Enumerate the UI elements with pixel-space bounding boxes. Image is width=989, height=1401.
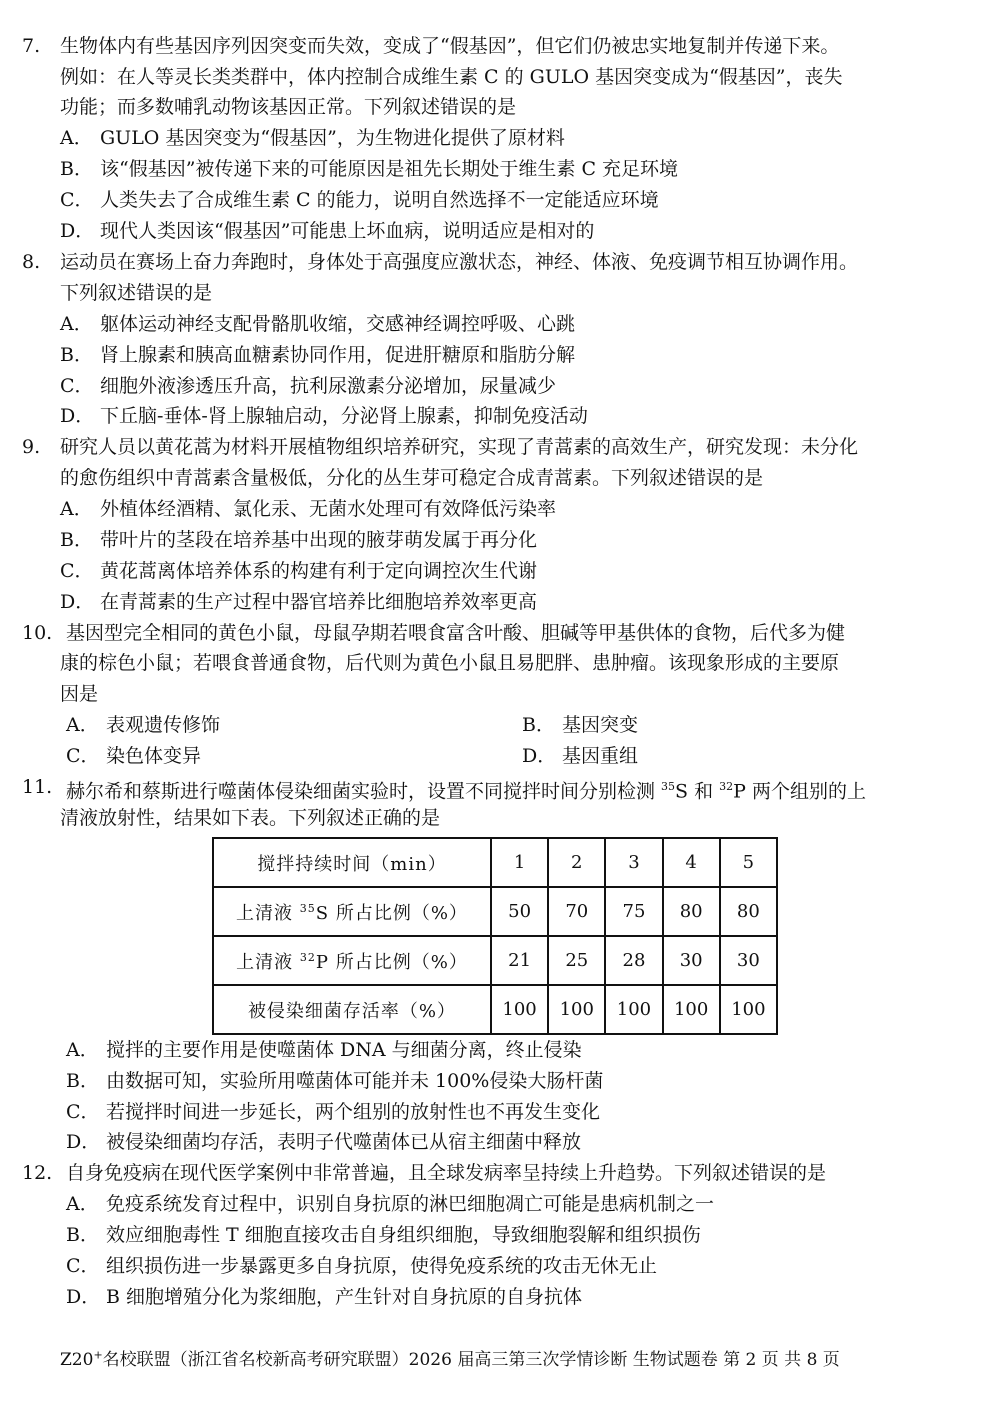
option-c: C． 黄花蒿离体培养体系的构建有利于定向调控次生代谢 <box>60 560 538 582</box>
question-stem-line: 功能；而多数哺乳动物该基因正常。下列叙述错误的是 <box>60 96 517 118</box>
table-cell: 28 <box>605 936 662 985</box>
question-number: 10. <box>22 622 53 644</box>
table-cell: 100 <box>605 985 662 1034</box>
table-cell: 3 <box>605 838 662 887</box>
table-cell: 100 <box>720 985 777 1034</box>
question-stem-line: 的愈伤组织中青蒿素含量极低，分化的丛生芽可稳定合成青蒿素。下列叙述错误的是 <box>60 467 764 489</box>
option-a: A． 外植体经酒精、氯化汞、无菌水处理可有效降低污染率 <box>60 498 557 520</box>
question-stem-line: 因是 <box>60 683 99 705</box>
table-cell: 2 <box>548 838 605 887</box>
table-cell: 5 <box>720 838 777 887</box>
table-header-cell: 搅拌持续时间（min） <box>213 838 491 887</box>
option-b: B． 肾上腺素和胰高血糖素协同作用，促进肝糖原和脂肪分解 <box>60 344 576 366</box>
table-cell: 80 <box>720 887 777 936</box>
option-b: B． 带叶片的茎段在培养基中出现的腋芽萌发属于再分化 <box>60 529 538 551</box>
data-table <box>212 837 778 1035</box>
question-stem-line: 生物体内有些基因序列因突变而失效，变成了“假基因”，但它们仍被忠实地复制并传递下来。 <box>60 35 840 57</box>
table-cell: 75 <box>605 887 662 936</box>
option-a: A． 躯体运动神经支配骨骼肌收缩，交感神经调控呼吸、心跳 <box>60 313 576 335</box>
table-row <box>213 936 777 985</box>
table-row <box>213 838 777 887</box>
option-c: C． 细胞外液渗透压升高，抗利尿激素分泌增加，尿量减少 <box>60 375 557 397</box>
question-stem-line: 基因型完全相同的黄色小鼠，母鼠孕期若喂食富含叶酸、胆碱等甲基供体的食物，后代多为健 <box>66 622 846 644</box>
table-header-cell: 被侵染细菌存活率（%） <box>213 985 491 1034</box>
question-stem-line: 研究人员以黄花蒿为材料开展植物组织培养研究，实现了青蒿素的高效生产，研究发现：未分化 <box>60 436 859 458</box>
table-cell: 100 <box>548 985 605 1034</box>
table-cell: 25 <box>548 936 605 985</box>
table-cell: 70 <box>548 887 605 936</box>
option-d: D． 现代人类因该“假基因”可能患上坏血病，说明适应是相对的 <box>60 220 595 242</box>
table-cell: 50 <box>491 887 548 936</box>
option-d: D． 被侵染细菌均存活，表明子代噬菌体已从宿主细菌中释放 <box>66 1131 582 1153</box>
page-footer <box>60 1345 840 1370</box>
table-cell: 1 <box>491 838 548 887</box>
question-number: 9. <box>22 436 41 458</box>
question-number: 7. <box>22 35 41 57</box>
question-stem-line: 自身免疫病在现代医学案例中非常普遍，且全球发病率呈持续上升趋势。下列叙述错误的是 <box>66 1162 827 1184</box>
option-b: B． 由数据可知，实验所用噬菌体可能并未 100%侵染大肠杆菌 <box>66 1070 604 1092</box>
table-cell: 30 <box>663 936 720 985</box>
footer-brand-sup: + <box>93 1348 103 1362</box>
option-c: C． 染色体变异 <box>66 745 202 767</box>
footer-text: 名校联盟（浙江省名校新高考研究联盟）2026 届高三第三次学情诊断 生物试题卷 第 2 页 共 8 页 <box>102 1350 840 1370</box>
table-header-cell: 上清液 $^{32}$P 所占比例（%） <box>213 936 491 985</box>
option-d: D． 在青蒿素的生产过程中器官培养比细胞培养效率更高 <box>60 591 538 613</box>
question-stem-line: 赫尔希和蔡斯进行噬菌体侵染细菌实验时，设置不同搅拌时间分别检测 $^{35}$S 和 $^{32}$P 两个组别的上 <box>66 780 866 803</box>
table-cell: 4 <box>663 838 720 887</box>
table-cell: 100 <box>663 985 720 1034</box>
option-a: A． 表观遗传修饰 <box>66 714 221 736</box>
option-c: C． 组织损伤进一步暴露更多自身抗原，使得免疫系统的攻击无休无止 <box>66 1255 658 1277</box>
question-stem-line: 运动员在赛场上奋力奔跑时，身体处于高强度应激状态，神经、体液、免疫调节相互协调作用。 <box>60 251 859 273</box>
option-b: B． 该“假基因”被传递下来的可能原因是祖先长期处于维生素 C 充足环境 <box>60 158 679 180</box>
table-cell: 80 <box>663 887 720 936</box>
option-a: A． GULO 基因突变为“假基因”，为生物进化提供了原材料 <box>60 127 565 149</box>
table-cell: 21 <box>491 936 548 985</box>
question-stem-line: 例如：在人等灵长类类群中，体内控制合成维生素 C 的 GULO 基因突变成为“假基因”，丧失 <box>60 66 843 88</box>
question-stem-line: 下列叙述错误的是 <box>60 282 213 304</box>
option-a: A． 免疫系统发育过程中，识别自身抗原的淋巴细胞凋亡可能是患病机制之一 <box>66 1193 715 1215</box>
option-b: B． 基因突变 <box>522 714 639 736</box>
question-number: 11. <box>22 776 53 798</box>
option-d: D． B 细胞增殖分化为浆细胞，产生针对自身抗原的自身抗体 <box>66 1286 583 1308</box>
question-number: 12. <box>22 1162 53 1184</box>
option-b: B． 效应细胞毒性 T 细胞直接攻击自身组织细胞，导致细胞裂解和组织损伤 <box>66 1224 701 1246</box>
question-number: 8. <box>22 251 41 273</box>
footer-brand: Z20 <box>60 1350 94 1370</box>
option-c: C． 若搅拌时间进一步延长，两个组别的放射性也不再发生变化 <box>66 1101 601 1123</box>
option-a: A． 搅拌的主要作用是使噬菌体 DNA 与细菌分离，终止侵染 <box>66 1039 582 1061</box>
table-cell: 30 <box>720 936 777 985</box>
table-row <box>213 887 777 936</box>
table-header-cell: 上清液 $^{35}$S 所占比例（%） <box>213 887 491 936</box>
option-d: D． 下丘脑-垂体-肾上腺轴启动，分泌肾上腺素，抑制免疫活动 <box>60 405 588 427</box>
table-cell: 100 <box>491 985 548 1034</box>
question-stem-line: 康的棕色小鼠；若喂食普通食物，后代则为黄色小鼠且易肥胖、患肿瘤。该现象形成的主要原 <box>60 652 840 674</box>
question-stem-line: 清液放射性，结果如下表。下列叙述正确的是 <box>60 807 441 829</box>
table-row <box>213 985 777 1034</box>
option-d: D． 基因重组 <box>522 745 639 767</box>
option-c: C． 人类失去了合成维生素 C 的能力，说明自然选择不一定能适应环境 <box>60 189 659 211</box>
